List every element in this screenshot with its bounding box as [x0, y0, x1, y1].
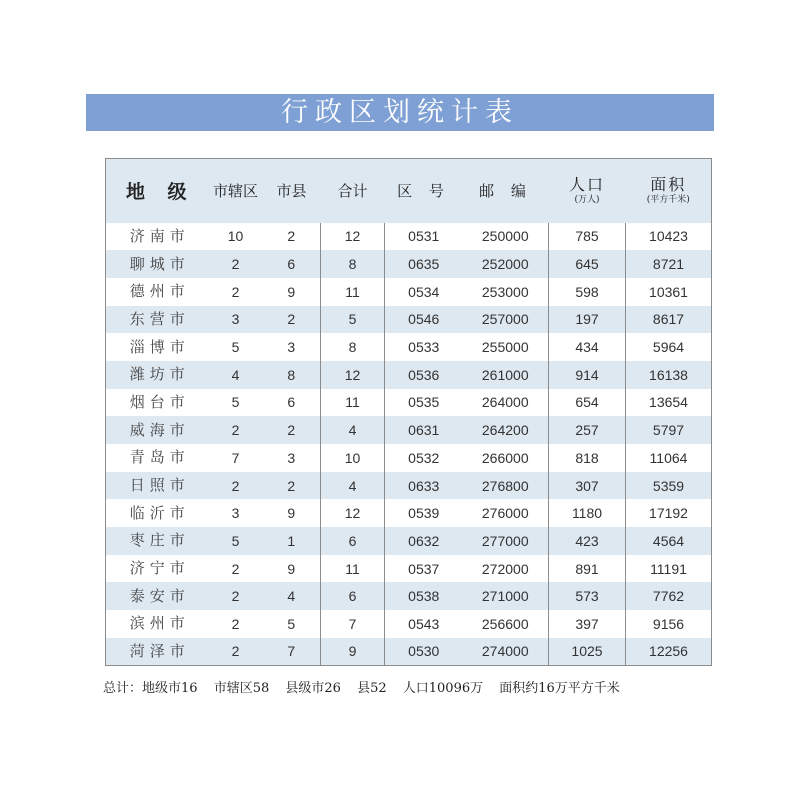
header-population: [549, 159, 626, 223]
city-cell: 枣庄市: [129, 531, 190, 550]
total-cell: 7: [321, 610, 385, 638]
districts-cell: 2: [231, 588, 240, 605]
area-code-cell: 0531: [385, 223, 463, 251]
counties-cell: 2: [287, 311, 296, 328]
area-code-cell: 0633: [385, 472, 463, 500]
districts-cell: 2: [231, 477, 240, 494]
city-cell: 聊城市: [129, 254, 190, 273]
page-title: 行政区划统计表: [281, 97, 519, 128]
header-population-label: 人口: [568, 174, 605, 194]
postcode-cell: 255000: [481, 339, 529, 356]
population-cell: 257: [549, 416, 626, 444]
admin-division-table: [105, 158, 712, 666]
area-cell: 5359: [626, 472, 712, 500]
summary-prefix: 总计：: [103, 681, 143, 696]
area-cell: 10361: [626, 278, 712, 306]
total-cell: 4: [321, 416, 385, 444]
counties-cell: 6: [287, 394, 296, 411]
summary-county-count: 县52: [357, 681, 387, 696]
area-code-cell: 0543: [385, 610, 463, 638]
postcode-cell: 264200: [481, 422, 529, 439]
table-row: [106, 499, 712, 527]
area-code-cell: 0635: [385, 250, 463, 278]
total-cell: 6: [321, 527, 385, 555]
area-code-cell: 0539: [385, 499, 463, 527]
summary-district-count: 市辖区58: [213, 681, 270, 696]
city-cell: 菏泽市: [129, 641, 190, 660]
total-cell: 9: [321, 638, 385, 666]
summary-county-city-count: 县级市26: [285, 681, 341, 696]
table-body: [106, 223, 712, 666]
population-cell: 891: [549, 555, 626, 583]
city-cell: 临沂市: [129, 503, 190, 522]
counties-cell: 3: [287, 339, 296, 356]
total-cell: 10: [321, 444, 385, 472]
total-cell: 5: [321, 306, 385, 334]
total-cell: 12: [321, 361, 385, 389]
header-area: [626, 159, 712, 223]
table-row: [106, 444, 712, 472]
postcode-cell: 250000: [481, 228, 529, 245]
area-code-cell: 0546: [385, 306, 463, 334]
table-row: [106, 333, 712, 361]
population-cell: 1025: [549, 638, 626, 666]
city-cell: 日照市: [129, 476, 190, 495]
city-cell: 潍坊市: [129, 365, 190, 384]
city-cell: 东营市: [129, 309, 190, 328]
city-cell: 威海市: [129, 420, 190, 439]
table-row: [106, 527, 712, 555]
table-row: [106, 389, 712, 417]
area-cell: 16138: [626, 361, 712, 389]
districts-cell: 3: [231, 311, 240, 328]
population-cell: 423: [549, 527, 626, 555]
header-area-unit: (平方千米): [646, 194, 690, 205]
header-districts: 市辖区: [212, 182, 258, 201]
districts-cell: 10: [227, 228, 244, 245]
postcode-cell: 256600: [481, 615, 529, 632]
table-row: [106, 582, 712, 610]
area-cell: 13654: [626, 389, 712, 417]
districts-cell: 5: [231, 339, 240, 356]
total-cell: 11: [321, 555, 385, 583]
postcode-cell: 276800: [481, 477, 529, 494]
postcode-cell: 257000: [481, 311, 529, 328]
counties-cell: 4: [287, 588, 296, 605]
counties-cell: 3: [287, 449, 296, 466]
counties-cell: 9: [287, 560, 296, 577]
population-cell: 818: [549, 444, 626, 472]
table-row: [106, 555, 712, 583]
header-postcode: 邮 编: [479, 182, 532, 201]
city-cell: 青岛市: [129, 448, 190, 467]
counties-cell: 7: [287, 643, 296, 660]
districts-cell: 2: [231, 560, 240, 577]
districts-cell: 5: [231, 394, 240, 411]
counties-cell: 2: [287, 422, 296, 439]
total-cell: 6: [321, 582, 385, 610]
postcode-cell: 276000: [481, 505, 529, 522]
population-cell: 654: [549, 389, 626, 417]
postcode-cell: 274000: [481, 643, 529, 660]
city-cell: 滨州市: [129, 614, 190, 633]
area-cell: 5797: [626, 416, 712, 444]
header-area-label: 面积: [650, 174, 687, 194]
table-row: [106, 610, 712, 638]
total-cell: 12: [321, 499, 385, 527]
postcode-cell: 271000: [481, 588, 529, 605]
table-row: [106, 278, 712, 306]
area-code-cell: 0631: [385, 416, 463, 444]
table-row: [106, 223, 712, 251]
population-cell: 307: [549, 472, 626, 500]
city-cell: 济南市: [129, 226, 190, 245]
population-cell: 1180: [549, 499, 626, 527]
postcode-cell: 272000: [481, 560, 529, 577]
area-cell: 7762: [626, 582, 712, 610]
postcode-cell: 266000: [481, 449, 529, 466]
city-cell: 德州市: [129, 282, 190, 301]
districts-cell: 7: [231, 449, 240, 466]
summary-line: [103, 677, 632, 696]
area-code-cell: 0537: [385, 555, 463, 583]
counties-cell: 9: [287, 505, 296, 522]
summary-prefecture-count: 地级市16: [142, 681, 198, 696]
population-cell: 197: [549, 306, 626, 334]
header-counties: 市县: [276, 182, 307, 201]
area-cell: 8617: [626, 306, 712, 334]
population-cell: 573: [549, 582, 626, 610]
city-cell: 济宁市: [129, 559, 190, 578]
counties-cell: 8: [287, 366, 296, 383]
counties-cell: 2: [287, 228, 296, 245]
total-cell: 11: [321, 278, 385, 306]
table-row: [106, 361, 712, 389]
total-cell: 11: [321, 389, 385, 417]
counties-cell: 2: [287, 477, 296, 494]
area-cell: 8721: [626, 250, 712, 278]
table-row: [106, 472, 712, 500]
districts-cell: 5: [231, 532, 240, 549]
districts-cell: 4: [231, 366, 240, 383]
city-cell: 烟台市: [129, 392, 190, 411]
header-population-unit: (万人): [574, 194, 600, 205]
summary-population: 人口10096万: [402, 681, 484, 696]
area-code-cell: 0538: [385, 582, 463, 610]
population-cell: 598: [549, 278, 626, 306]
postcode-cell: 252000: [481, 256, 529, 273]
city-cell: 淄博市: [129, 337, 190, 356]
area-code-cell: 0530: [385, 638, 463, 666]
area-code-cell: 0632: [385, 527, 463, 555]
title-banner: [86, 94, 714, 131]
area-cell: 17192: [626, 499, 712, 527]
counties-cell: 1: [287, 532, 296, 549]
postcode-cell: 261000: [481, 366, 529, 383]
table-row: [106, 250, 712, 278]
total-cell: 8: [321, 250, 385, 278]
area-cell: 11191: [626, 555, 712, 583]
postcode-cell: 264000: [481, 394, 529, 411]
population-cell: 645: [549, 250, 626, 278]
districts-cell: 2: [231, 643, 240, 660]
districts-cell: 2: [231, 283, 240, 300]
districts-cell: 2: [231, 422, 240, 439]
table-row: [106, 416, 712, 444]
total-cell: 12: [321, 223, 385, 251]
table-header-row: [106, 159, 712, 223]
population-cell: 397: [549, 610, 626, 638]
header-total: 合计: [337, 182, 368, 201]
postcode-cell: 277000: [481, 532, 529, 549]
area-cell: 12256: [626, 638, 712, 666]
area-code-cell: 0536: [385, 361, 463, 389]
districts-cell: 3: [231, 505, 240, 522]
counties-cell: 9: [287, 283, 296, 300]
table-row: [106, 306, 712, 334]
area-code-cell: 0533: [385, 333, 463, 361]
area-cell: 4564: [626, 527, 712, 555]
districts-cell: 2: [231, 256, 240, 273]
area-code-cell: 0534: [385, 278, 463, 306]
districts-cell: 2: [231, 615, 240, 632]
city-cell: 泰安市: [129, 586, 190, 605]
population-cell: 434: [549, 333, 626, 361]
counties-cell: 6: [287, 256, 296, 273]
area-cell: 5964: [626, 333, 712, 361]
population-cell: 785: [549, 223, 626, 251]
table-row: [106, 638, 712, 666]
counties-cell: 5: [287, 615, 296, 632]
header-prefecture: 地 级: [125, 181, 195, 204]
area-code-cell: 0532: [385, 444, 463, 472]
total-cell: 8: [321, 333, 385, 361]
total-cell: 4: [321, 472, 385, 500]
area-code-cell: 0535: [385, 389, 463, 417]
header-area-code: 区 号: [397, 182, 450, 201]
summary-area: 面积约16万平方千米: [499, 681, 620, 696]
area-cell: 11064: [626, 444, 712, 472]
population-cell: 914: [549, 361, 626, 389]
area-cell: 10423: [626, 223, 712, 251]
postcode-cell: 253000: [481, 283, 529, 300]
area-cell: 9156: [626, 610, 712, 638]
